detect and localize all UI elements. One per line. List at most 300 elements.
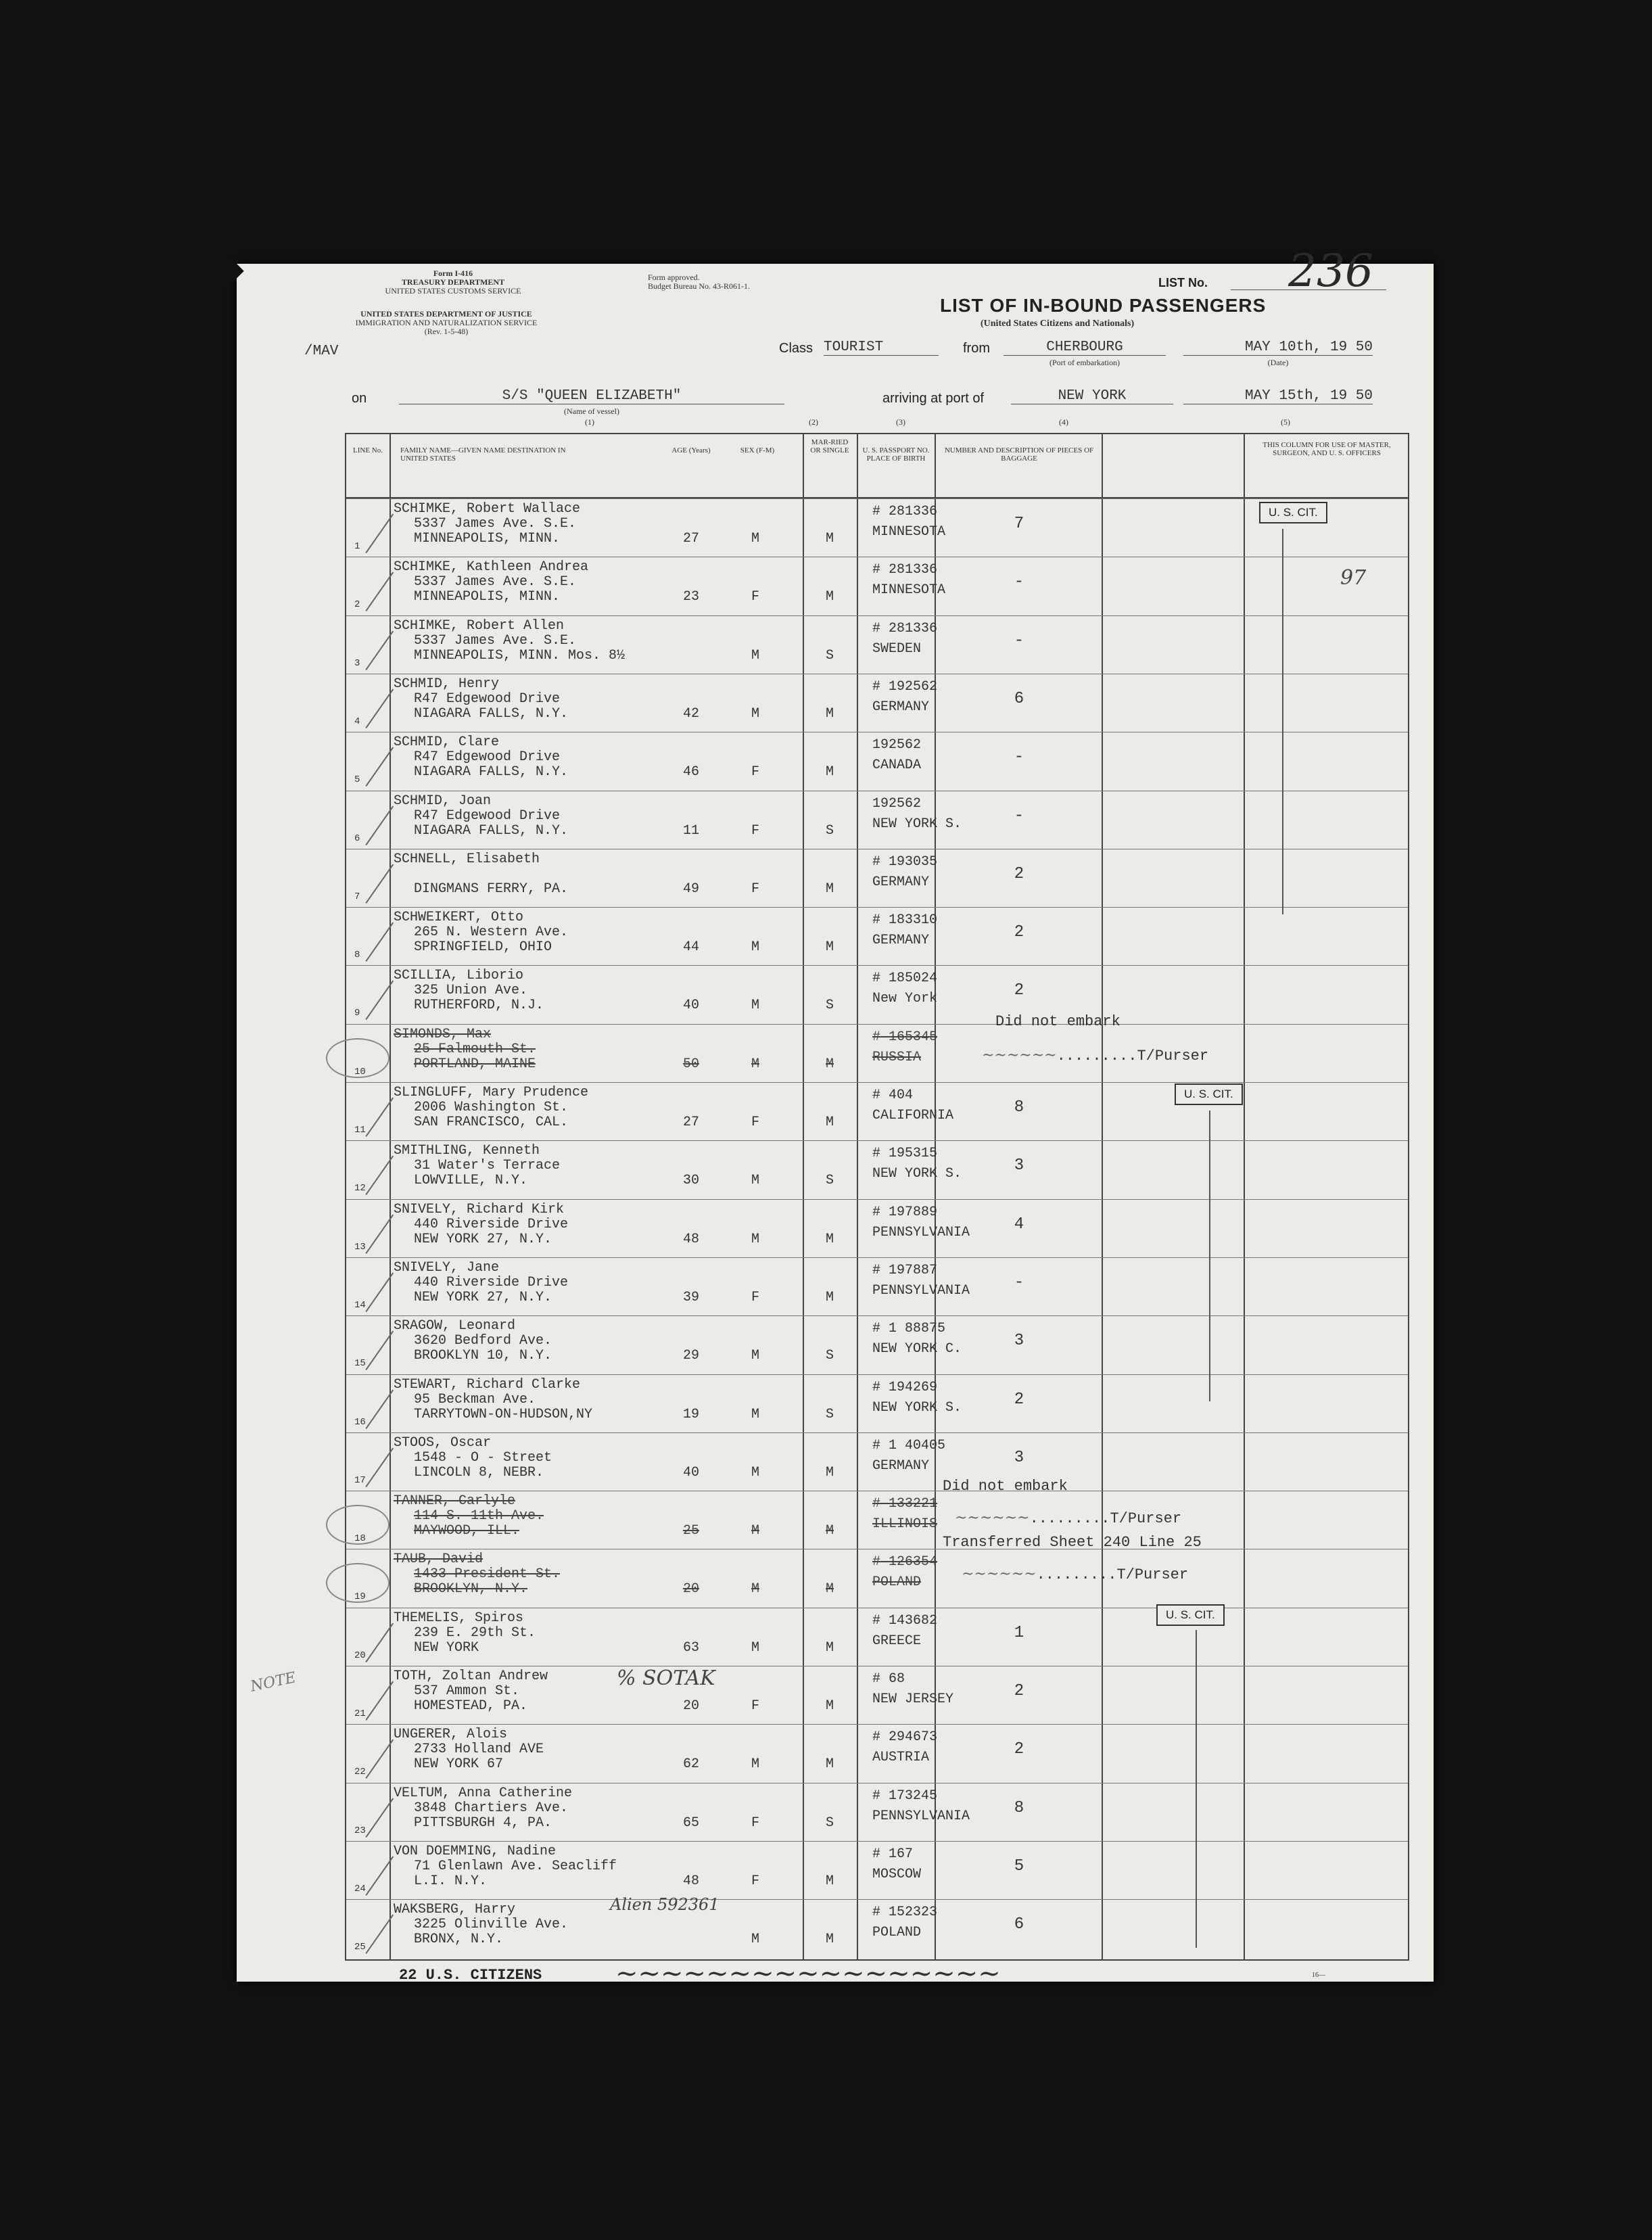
line-number: 7 (354, 891, 360, 902)
age-value: 20 (682, 1581, 699, 1597)
port-of-embarkation: CHERBOURG (1004, 340, 1166, 356)
passport-number: # 68 (872, 1671, 905, 1687)
marital-status: S (825, 1815, 834, 1831)
check-mark (365, 572, 394, 611)
marital-status: M (825, 1289, 834, 1305)
age-value: 19 (682, 1406, 699, 1422)
sex-value: F (751, 1115, 759, 1130)
place-of-birth: NEW YORK S. (872, 1166, 962, 1182)
address-street: 440 Riverside Drive (414, 1216, 569, 1232)
passenger-name: SNIVELY, Richard Kirk (394, 1201, 565, 1217)
passenger-name: SCHWEIKERT, Otto (394, 910, 524, 926)
check-mark (365, 1272, 394, 1311)
sex-value: F (751, 1873, 759, 1889)
sex-value: M (751, 939, 759, 956)
marital-status: M (825, 881, 834, 897)
marital-status: M (825, 1698, 834, 1714)
baggage-count: 2 (1014, 1390, 1024, 1409)
passenger-name: TAUB, David (394, 1551, 483, 1568)
table-row (346, 1608, 1408, 1666)
port-caption: (Port of embarkation) (1049, 358, 1120, 367)
marital-status: M (825, 589, 834, 605)
line-number: 2 (354, 599, 360, 611)
line-number: 10 (354, 1066, 366, 1077)
marital-status: M (825, 1523, 834, 1539)
passport-number: # 281336 (872, 504, 938, 519)
passenger-name: SCHMID, Clare (394, 734, 500, 751)
address-city: LOWVILLE, N.Y. (414, 1173, 528, 1189)
row19-purser: ~~~~~~.........T/Purser (962, 1566, 1189, 1583)
passenger-name: SCHMID, Henry (394, 676, 500, 692)
address-city: NIAGARA FALLS, N.Y. (414, 822, 569, 839)
sex-value: M (751, 705, 759, 722)
baggage-count: 6 (1014, 689, 1024, 708)
baggage-count: 2 (1014, 1740, 1024, 1759)
passport-number: # 165345 (872, 1029, 938, 1045)
line-number: 8 (354, 950, 360, 961)
age-value: 44 (682, 939, 699, 956)
address-street: 95 Beckman Ave. (414, 1391, 536, 1407)
age-value: 50 (682, 1056, 699, 1072)
check-mark (365, 1156, 394, 1195)
from-label: from (963, 341, 990, 356)
passport-number: 192562 (872, 737, 922, 753)
col-number-1: (1) (585, 417, 594, 427)
line-number: 20 (354, 1650, 366, 1661)
line-number: 17 (354, 1474, 366, 1486)
sex-value: M (751, 1231, 759, 1247)
line-number: 19 (354, 1591, 366, 1603)
marital-status: M (825, 1932, 834, 1948)
check-mark (365, 1623, 394, 1662)
check-mark (365, 1447, 394, 1487)
form-header-treasury (372, 269, 534, 296)
age-value: 46 (682, 764, 699, 780)
row10-purser: ~~~~~~.........T/Purser (982, 1047, 1209, 1065)
address-street: 25 Falmouth St. (414, 1041, 536, 1057)
class-value: TOURIST (824, 340, 939, 356)
address-city: L.I. N.Y. (414, 1873, 488, 1889)
address-city: NEW YORK 27, N.Y. (414, 1231, 552, 1247)
address-city: PITTSBURGH 4, PA. (414, 1815, 552, 1831)
place-of-birth: GERMANY (872, 874, 930, 890)
sex-value: M (751, 1406, 759, 1422)
margin-note: NOTE (249, 1669, 298, 1696)
address-city: NEW YORK 27, N.Y. (414, 1289, 552, 1305)
manifest-page (237, 245, 1434, 1989)
address-street: R47 Edgewood Drive (414, 691, 561, 707)
table-row (346, 1257, 1408, 1315)
row18-did-not-embark: Did not embark (943, 1478, 1068, 1495)
marital-status: M (825, 1464, 834, 1480)
check-mark (365, 981, 394, 1020)
age-value: 23 (682, 589, 699, 605)
form-title: LIST OF IN-BOUND PASSENGERS (940, 295, 1267, 316)
age-value: 42 (682, 705, 699, 722)
marital-status: M (825, 1231, 834, 1247)
table-row (346, 907, 1408, 965)
address-city: DINGMANS FERRY, PA. (414, 881, 569, 897)
cancel-circle (326, 1563, 390, 1603)
col-number-3: (3) (896, 417, 905, 427)
form-subtitle: (United States Citizens and Nationals) (981, 319, 1135, 329)
address-street: R47 Edgewood Drive (414, 808, 561, 824)
sex-value: M (751, 1581, 759, 1597)
address-street: R47 Edgewood Drive (414, 749, 561, 766)
line-number: 24 (354, 1883, 366, 1894)
address-city: BRONX, N.Y. (414, 1932, 504, 1948)
punch-hole (47, 373, 76, 402)
arrival-date: MAY 15th, 19 50 (1183, 388, 1373, 404)
table-row (346, 1432, 1408, 1495)
sex-value: F (751, 1698, 759, 1714)
baggage-count: - (1014, 573, 1024, 592)
passenger-name: SCHIMKE, Robert Wallace (394, 501, 581, 517)
passenger-name: SNIVELY, Jane (394, 1259, 500, 1276)
line-number: 14 (354, 1299, 366, 1311)
baggage-count: 5 (1014, 1857, 1024, 1875)
handwritten-alien-number: Alien 592361 (610, 1895, 719, 1914)
list-no-label: LIST No. (1158, 276, 1208, 289)
address-street: 71 Glenlawn Ave. Seacliff (414, 1858, 617, 1874)
passenger-name: WAKSBERG, Harry (394, 1902, 516, 1918)
col-header-baggage: NUMBER AND DESCRIPTION OF PIECES OF BAGGAGE (944, 446, 1094, 463)
line-number: 9 (354, 1008, 360, 1019)
port-of-arrival: NEW YORK (1011, 388, 1173, 404)
table-row (346, 1315, 1408, 1374)
marital-status: S (825, 1406, 834, 1422)
address-street: 3848 Chartiers Ave. (414, 1800, 569, 1816)
line-number: 5 (354, 774, 360, 786)
passenger-table (345, 433, 1409, 1961)
sex-value: M (751, 1173, 759, 1189)
table-row (346, 849, 1408, 907)
baggage-count: - (1014, 631, 1024, 650)
age-value: 48 (682, 1231, 699, 1247)
col-header-age: AGE (Years) (671, 446, 711, 454)
passport-number: # 152323 (872, 1905, 938, 1921)
cancel-circle (326, 1505, 390, 1545)
sex-value: F (751, 764, 759, 780)
place-of-birth: SWEDEN (872, 640, 922, 657)
vessel-name: S/S "QUEEN ELIZABETH" (399, 388, 784, 404)
col-header-passport: U. S. PASSPORT NO. PLACE OF BIRTH (862, 446, 930, 463)
handwritten-sotak: % SOTAK (617, 1666, 715, 1690)
passport-number: # 194269 (872, 1379, 938, 1395)
marital-status: M (825, 1115, 834, 1130)
place-of-birth: PENNSYLVANIA (872, 1808, 970, 1824)
address-city: MINNEAPOLIS, MINN. Mos. 8½ (414, 647, 626, 663)
sex-value: M (751, 1756, 759, 1773)
address-city: MINNEAPOLIS, MINN. (414, 531, 561, 546)
sex-value: F (751, 822, 759, 839)
sex-value: M (751, 1639, 759, 1656)
check-mark (365, 1915, 394, 1954)
passport-number: # 197887 (872, 1262, 938, 1278)
address-street: 239 E. 29th St. (414, 1625, 536, 1641)
age-value: 48 (682, 1873, 699, 1889)
address-city: SAN FRANCISCO, CAL. (414, 1115, 569, 1130)
address-city: NIAGARA FALLS, N.Y. (414, 705, 569, 722)
check-mark (365, 1214, 394, 1253)
line-number: 1 (354, 541, 360, 552)
baggage-count: 2 (1014, 981, 1024, 1000)
passenger-name: UNGERER, Alois (394, 1727, 508, 1743)
passport-number: 192562 (872, 795, 922, 812)
address-street: 1548 - O - Street (414, 1449, 552, 1466)
address-street: 265 N. Western Ave. (414, 925, 569, 941)
baggage-count: 1 (1014, 1623, 1024, 1642)
marital-status: M (825, 939, 834, 956)
place-of-birth: NEW JERSEY (872, 1691, 954, 1707)
sex-value: M (751, 1464, 759, 1480)
sex-value: F (751, 1289, 759, 1305)
passenger-name: SCILLIA, Liborio (394, 968, 524, 984)
passenger-name: THEMELIS, Spiros (394, 1610, 524, 1626)
baggage-count: 8 (1014, 1798, 1024, 1817)
punch-hole (47, 1506, 76, 1534)
marital-status: S (825, 1348, 834, 1364)
justice-department: UNITED STATES DEPARTMENT OF JUSTICE (360, 309, 532, 319)
passenger-name: SMITHLING, Kenneth (394, 1143, 540, 1159)
sex-value: M (751, 647, 759, 663)
place-of-birth: MINNESOTA (872, 582, 946, 599)
passport-number: # 404 (872, 1088, 914, 1103)
line-number: 16 (354, 1416, 366, 1428)
customs-service: UNITED STATES CUSTOMS SERVICE (385, 286, 521, 296)
sex-value: M (751, 1056, 759, 1072)
col-number-4: (4) (1059, 417, 1068, 427)
place-of-birth: GERMANY (872, 699, 930, 715)
punch-hole (47, 1915, 76, 1944)
sex-value: M (751, 998, 759, 1014)
line-number: 21 (354, 1708, 366, 1719)
age-value: 49 (682, 881, 699, 897)
baggage-count: 8 (1014, 1098, 1024, 1117)
list-number-handwritten: 236 (1288, 245, 1373, 297)
baggage-count: - (1014, 1273, 1024, 1292)
passenger-name: TOTH, Zoltan Andrew (394, 1669, 548, 1684)
address-city: NIAGARA FALLS, N.Y. (414, 764, 569, 780)
check-mark (365, 1681, 394, 1721)
address-street: 114 S. 11th Ave. (414, 1508, 544, 1524)
address-city: SPRINGFIELD, OHIO (414, 939, 552, 956)
passenger-name: VON DOEMMING, Nadine (394, 1843, 557, 1859)
marital-status: M (825, 1056, 834, 1072)
line-number: 22 (354, 1767, 366, 1778)
table-row (346, 674, 1408, 732)
check-mark (365, 1856, 394, 1895)
address-city: MINNEAPOLIS, MINN. (414, 589, 561, 605)
address-city: HOMESTEAD, PA. (414, 1698, 528, 1714)
cancel-circle (326, 1038, 390, 1078)
place-of-birth: NEW YORK C. (872, 1341, 962, 1357)
line-number: 12 (354, 1183, 366, 1194)
table-row (346, 1140, 1408, 1198)
sex-value: F (751, 881, 759, 897)
age-value: 29 (682, 1348, 699, 1364)
sex-value: F (751, 589, 759, 605)
address-street: 5337 James Ave. S.E. (414, 632, 577, 649)
age-value: 27 (682, 531, 699, 546)
marital-status: M (825, 764, 834, 780)
baggage-count: 2 (1014, 1682, 1024, 1700)
address-street: 3620 Bedford Ave. (414, 1333, 552, 1349)
us-cit-stamp-3: U. S. CIT. (1156, 1604, 1225, 1626)
place-of-birth: ILLINOIS (872, 1516, 938, 1533)
passport-number: # 133221 (872, 1496, 938, 1512)
marital-status: S (825, 1173, 834, 1189)
punch-hole (47, 1576, 76, 1604)
line-number: 25 (354, 1942, 366, 1953)
punch-hole (47, 279, 76, 307)
table-row (346, 1666, 1408, 1724)
col-header-line-no: LINE No. (353, 446, 383, 454)
place-of-birth: PENNSYLVANIA (872, 1224, 970, 1240)
marital-status: S (825, 647, 834, 663)
check-mark (365, 1331, 394, 1370)
passport-number: # 143682 (872, 1612, 938, 1629)
officer-bracket-line-2 (1209, 1111, 1210, 1401)
age-value: 11 (682, 822, 699, 839)
passport-number: # 167 (872, 1846, 914, 1862)
row18-purser: ~~~~~~.........T/Purser (955, 1510, 1182, 1527)
place-of-birth: AUSTRIA (872, 1750, 930, 1766)
passport-number: # 197889 (872, 1204, 938, 1220)
passport-number: # 193035 (872, 854, 938, 870)
line-number: 4 (354, 716, 360, 727)
inspector-signature: ~~~~~~~~~~~~~~~~~ (615, 1958, 1001, 1989)
table-row (346, 1199, 1408, 1257)
passport-number: # 195315 (872, 1146, 938, 1162)
officer-bracket-line-3 (1196, 1630, 1197, 1948)
line-number: 6 (354, 833, 360, 844)
address-street: 2006 Washington St. (414, 1100, 569, 1115)
address-street: 31 Water's Terrace (414, 1158, 561, 1174)
baggage-count: 3 (1014, 1332, 1024, 1351)
address-street: 3225 Olinville Ave. (414, 1917, 569, 1933)
place-of-birth: New York (872, 991, 938, 1007)
margin-number: 97 (1340, 566, 1367, 590)
line-number: 11 (354, 1125, 366, 1136)
place-of-birth: POLAND (872, 1574, 922, 1591)
passport-number: # 183310 (872, 912, 938, 929)
marital-status: M (825, 1756, 834, 1773)
table-row (346, 1491, 1408, 1549)
passenger-name: STEWART, Richard Clarke (394, 1376, 581, 1393)
age-value: 40 (682, 998, 699, 1014)
address-street: 537 Ammon St. (414, 1683, 520, 1699)
baggage-count: 6 (1014, 1915, 1024, 1934)
baggage-count: 3 (1014, 1157, 1024, 1175)
check-mark (365, 864, 394, 903)
date-caption: (Date) (1267, 358, 1289, 367)
table-row (346, 1724, 1408, 1782)
table-row (346, 1899, 1408, 1957)
line-number: 3 (354, 657, 360, 669)
marital-status: M (825, 1639, 834, 1656)
age-value: 39 (682, 1289, 699, 1305)
sex-value: M (751, 531, 759, 546)
sex-value: M (751, 1932, 759, 1948)
line-number: 15 (354, 1358, 366, 1370)
line-number: 23 (354, 1825, 366, 1836)
passenger-name: SLINGLUFF, Mary Prudence (394, 1085, 589, 1100)
table-row (346, 1549, 1408, 1607)
col-header-sex: SEX (F-M) (740, 446, 775, 454)
budget-approval (648, 273, 750, 291)
age-value: 20 (682, 1698, 699, 1714)
table-row (346, 1841, 1408, 1899)
ins-service: IMMIGRATION AND NATURALIZATION SERVICE (355, 318, 538, 327)
check-mark (365, 1098, 394, 1137)
passenger-name: SCHMID, Joan (394, 793, 492, 809)
arriving-label: arriving at port of (882, 391, 985, 406)
check-mark (365, 514, 394, 553)
address-street: 5337 James Ave. S.E. (414, 574, 577, 590)
passport-number: # 185024 (872, 971, 938, 987)
address-street: 440 Riverside Drive (414, 1274, 569, 1290)
address-street: 5337 James Ave. S.E. (414, 516, 577, 532)
passport-number: # 294673 (872, 1729, 938, 1746)
col-number-2: (2) (809, 417, 818, 427)
marital-status: M (825, 705, 834, 722)
us-cit-stamp: U. S. CIT. (1259, 502, 1327, 523)
passenger-name: SCHIMKE, Kathleen Andrea (394, 559, 589, 576)
address-street: 325 Union Ave. (414, 983, 528, 999)
form-approved: Form approved. (648, 273, 700, 282)
age-value: 62 (682, 1756, 699, 1773)
table-row (346, 1082, 1408, 1140)
passenger-name: VELTUM, Anna Catherine (394, 1785, 573, 1801)
line-number: 18 (354, 1533, 366, 1545)
row10-did-not-embark: Did not embark (995, 1013, 1120, 1030)
on-label: on (352, 391, 367, 406)
table-row (346, 498, 1408, 557)
col-header-married: MAR-RIED OR SINGLE (810, 438, 849, 454)
place-of-birth: GREECE (872, 1633, 922, 1649)
marital-status: M (825, 1581, 834, 1597)
check-mark (365, 747, 394, 787)
place-of-birth: PENNSYLVANIA (872, 1282, 970, 1299)
table-header (346, 434, 1408, 499)
baggage-count: - (1014, 806, 1024, 825)
baggage-count: - (1014, 748, 1024, 767)
place-of-birth: GERMANY (872, 933, 930, 949)
baggage-count: 2 (1014, 864, 1024, 883)
sex-value: M (751, 1348, 759, 1364)
address-street: 1433 President St. (414, 1566, 561, 1583)
line-number: 13 (354, 1241, 366, 1253)
place-of-birth: MINNESOTA (872, 524, 946, 540)
passenger-name: SCHIMKE, Robert Allen (394, 617, 565, 634)
passport-number: # 173245 (872, 1788, 938, 1804)
passenger-name: STOOS, Oscar (394, 1434, 492, 1451)
age-value: 40 (682, 1464, 699, 1480)
address-city: RUTHERFORD, N.J. (414, 998, 544, 1014)
address-city: NEW YORK 67 (414, 1756, 504, 1773)
table-row (346, 615, 1408, 674)
embarkation-date: MAY 10th, 19 50 (1183, 340, 1373, 356)
row19-transferred: Transferred Sheet 240 Line 25 (943, 1534, 1202, 1551)
table-row (346, 1024, 1408, 1082)
vessel-caption: (Name of vessel) (564, 406, 619, 416)
col-number-5: (5) (1281, 417, 1290, 427)
place-of-birth: NEW YORK S. (872, 1399, 962, 1416)
officer-bracket-line (1282, 529, 1283, 914)
place-of-birth: CANADA (872, 757, 922, 774)
passport-number: # 1 40405 (872, 1437, 946, 1453)
